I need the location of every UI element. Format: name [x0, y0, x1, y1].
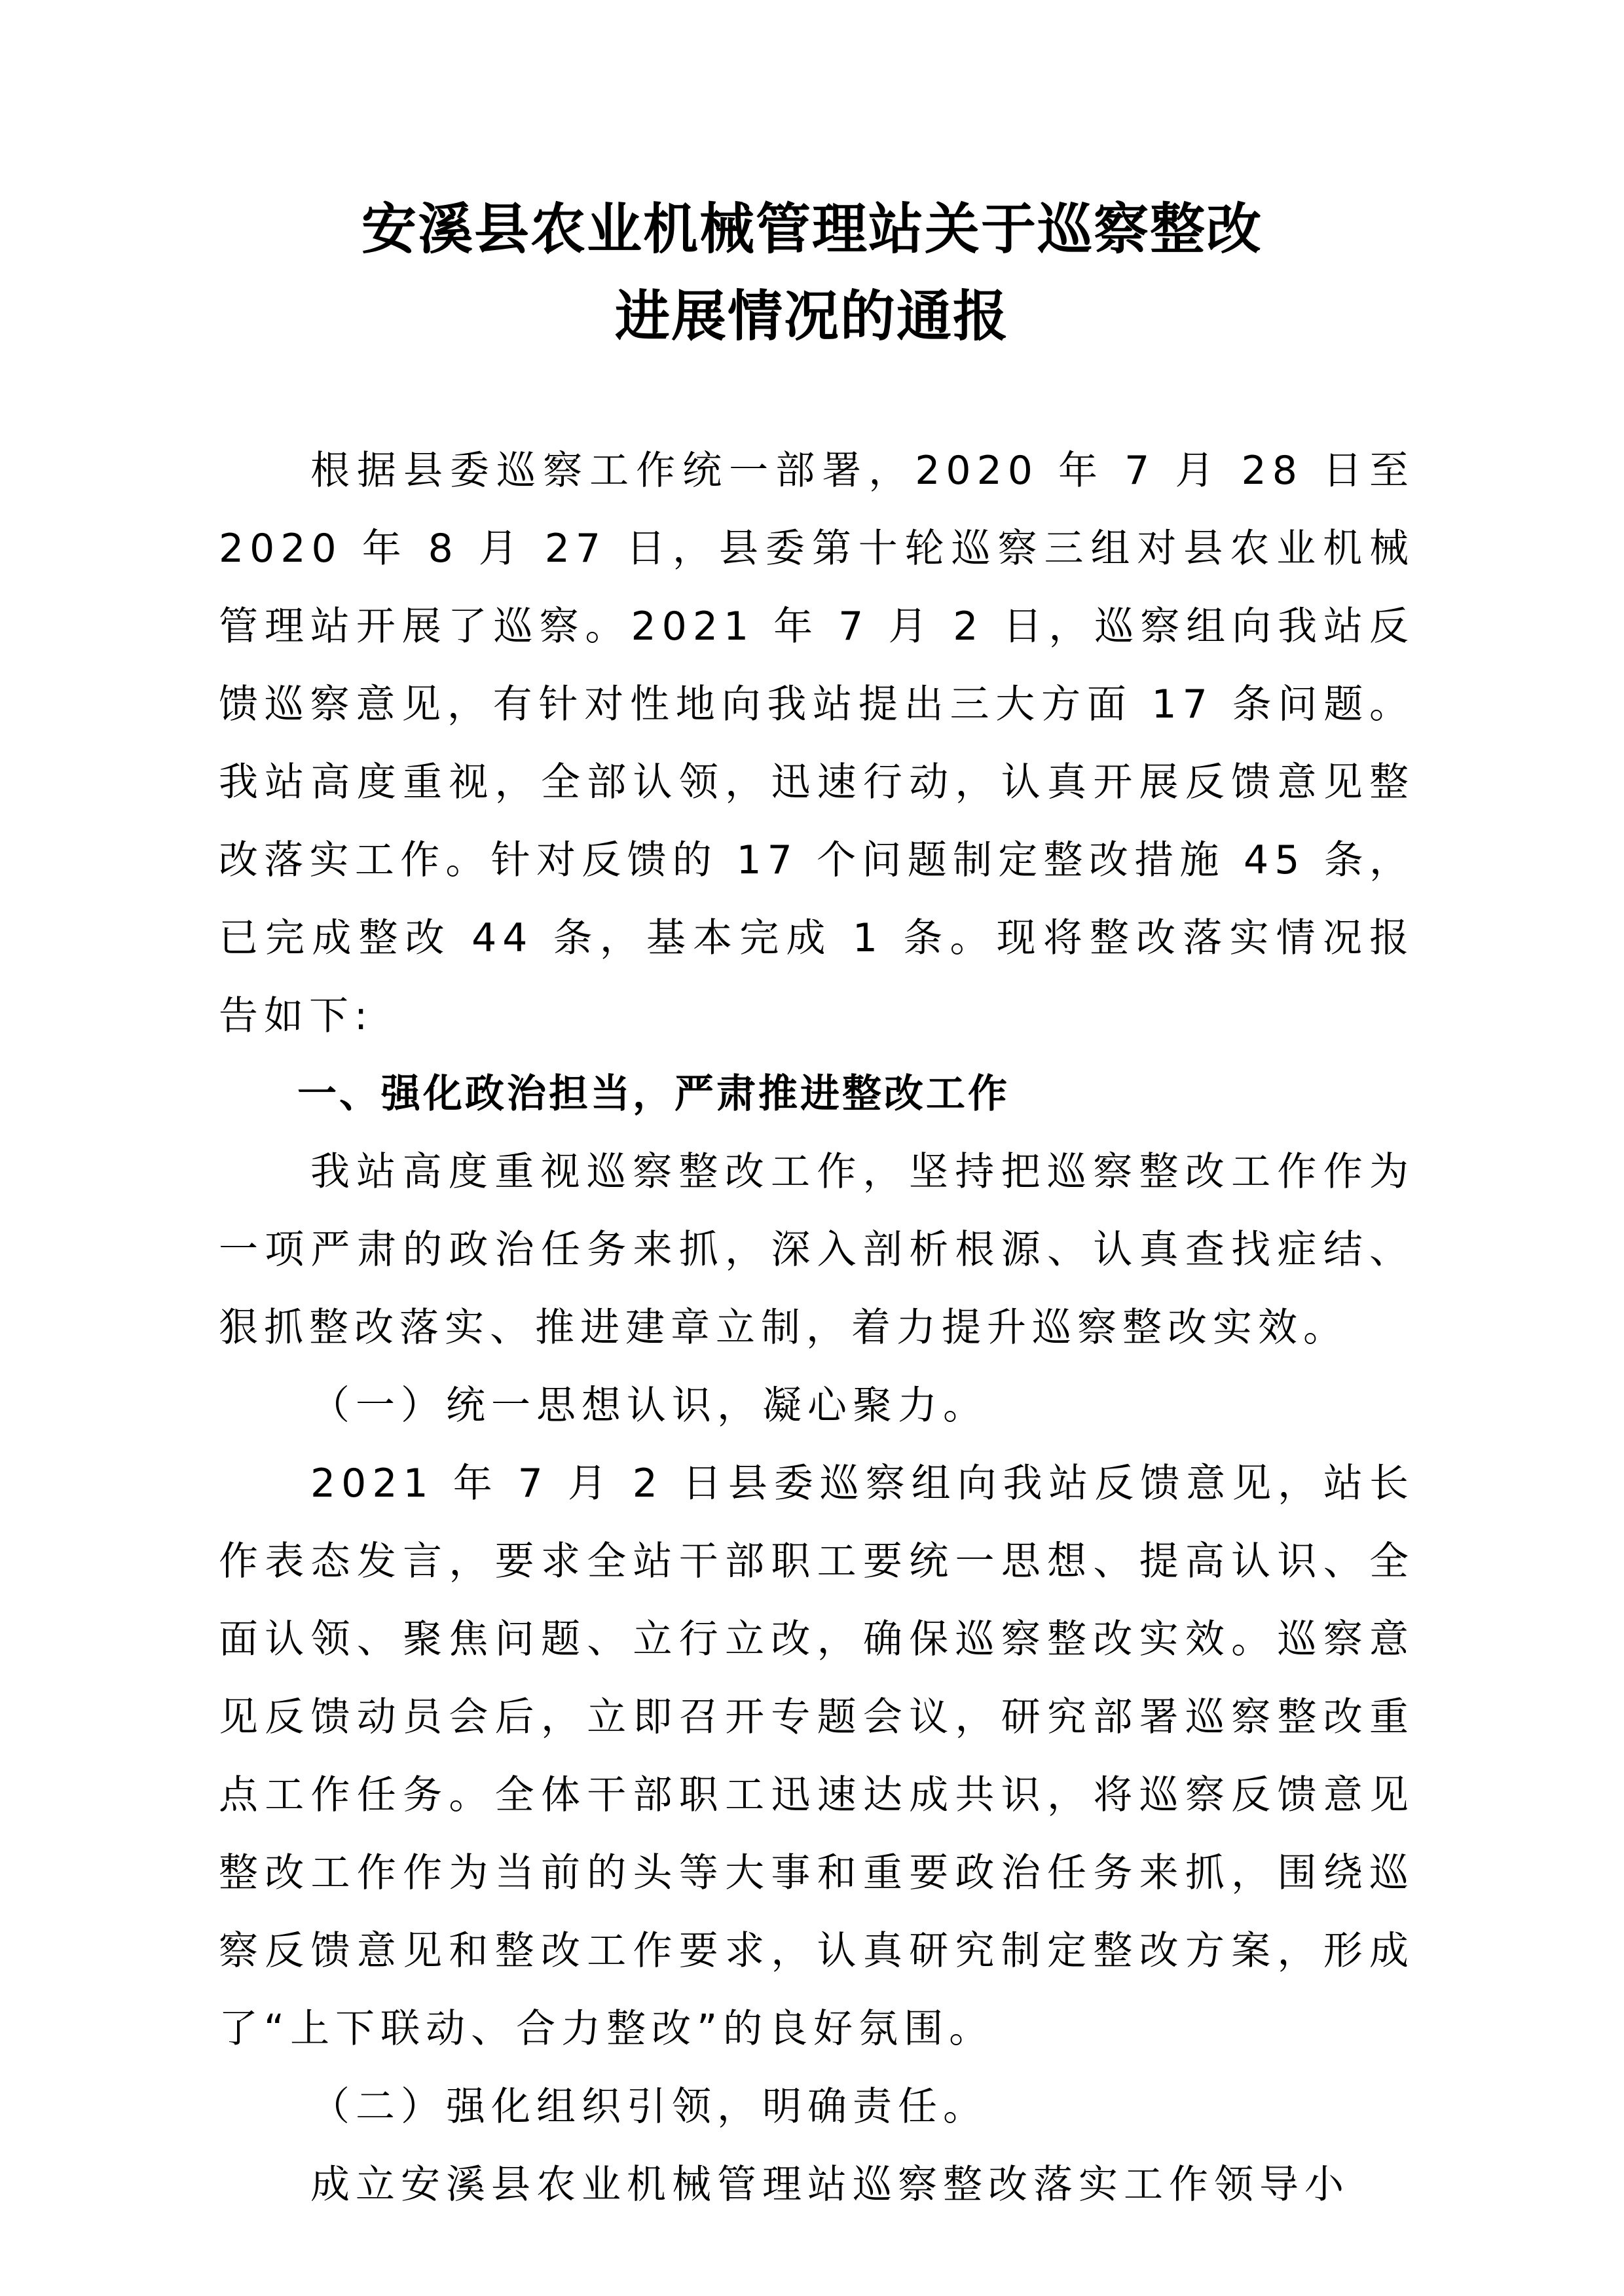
section-1-paragraph: 我站高度重视巡察整改工作，坚持把巡察整改工作作为一项严肃的政治任务来抓，深入剖析根源、认真查找症结、狠抓整改落实、推进建章立制，着力提升巡察整改实效。 [219, 1149, 1414, 1351]
document-title-line-2: 进展情况的通报 [614, 283, 1009, 348]
intro-paragraph: 根据县委巡察工作统一部署，2020 年 7 月 28 日至 2020 年 8 月 27 日，县委第十轮巡察三组对县农业机械管理站开展了巡察。2021 年 7 月 2 日，巡察组向我站反馈巡察意见，有针对性地向我站提出三大方面 17 条问题。我站高度重视，全部认领，迅速行动，认真开展反馈意见整改落实工作。针对反馈的 17 个问题制定整改措施 45 条，已完成整改 44 条，基本完成 1 条。现将整改落实情况报告如下: [219, 448, 1414, 1039]
subsection-2-paragraph: 成立安溪县农业机械管理站巡察整改落实工作领导小 [310, 2162, 1350, 2208]
document-title-line-1: 安溪县农业机械管理站关于巡察整改 [361, 196, 1263, 261]
subsection-2-heading: （二）强化组织引领，明确责任。 [310, 2084, 988, 2130]
document-body [219, 432, 1414, 2224]
section-1-heading: 一、强化政治担当，严肃推进整改工作 [297, 1071, 1010, 1117]
subsection-1-paragraph: 2021 年 7 月 2 日县委巡察组向我站反馈意见，站长作表态发言，要求全站干部职工要统一思想、提高认识、全面认领、聚焦问题、立行立改，确保巡察整改实效。巡察意见反馈动员会后，立即召开专题会议，研究部署巡察整改重点工作任务。全体干部职工迅速达成共识，将巡察反馈意见整改工作作为当前的头等大事和重要政治任务来抓，围绕巡察反馈意见和整改工作要求，认真研究制定整改方案，形成了“上下联动、合力整改”的良好氛围。 [219, 1461, 1414, 2052]
subsection-1-heading: （一）统一思想认识，凝心聚力。 [310, 1383, 988, 1429]
